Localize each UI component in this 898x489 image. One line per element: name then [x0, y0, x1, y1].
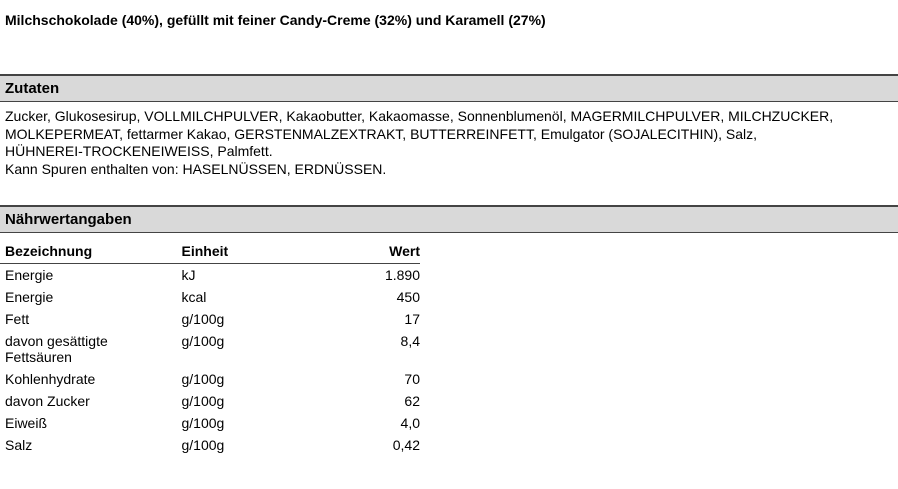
nutrient-value: 4,0 — [400, 415, 420, 431]
nutrient-unit: kcal — [181, 289, 207, 305]
table-row — [0, 330, 420, 368]
nutrition-heading: Nährwertangaben — [0, 205, 898, 233]
nutrient-unit: g/100g — [181, 371, 225, 387]
nutrient-name: Salz — [5, 437, 33, 453]
table-row — [0, 390, 420, 412]
ingredients-text — [5, 108, 897, 178]
nutrient-value: 8,4 — [400, 333, 420, 349]
nutrient-name: Fett — [5, 311, 30, 327]
nutrient-unit: g/100g — [181, 333, 225, 349]
nutrient-value: 17 — [404, 311, 420, 327]
table-row — [0, 368, 420, 390]
nutrient-value: 62 — [404, 393, 420, 409]
nutrition-header-row — [0, 240, 420, 264]
ingredients-heading: Zutaten — [0, 74, 898, 102]
nutrient-name: davon Zucker — [5, 393, 90, 409]
table-row — [0, 412, 420, 434]
nutrient-name: Kohlenhydrate — [5, 371, 96, 387]
nutrient-value: 70 — [404, 371, 420, 387]
table-row — [0, 434, 420, 456]
product-title: Milchschokolade (40%), gefüllt mit feiner Candy-Creme (32%) und Karamell (27%) — [5, 12, 546, 28]
nutrition-table — [0, 240, 420, 456]
ingredients-line: HÜHNEREI-TROCKENEIWEISS, Palmfett. — [5, 143, 273, 159]
nutrient-unit: g/100g — [181, 437, 225, 453]
nutrient-name: Energie — [5, 267, 54, 283]
ingredients-line: Zucker, Glukosesirup, VOLLMILCHPULVER, Kakaobutter, Kakaomasse, Sonnenblumenöl, MAGERMILCHPULVER, MILCHZUCKER, — [5, 108, 834, 124]
column-header-unit: Einheit — [177, 240, 318, 264]
nutrient-value: 0,42 — [392, 437, 420, 453]
nutrient-name: Energie — [5, 289, 54, 305]
table-row — [0, 286, 420, 308]
nutrient-value: 1.890 — [384, 267, 420, 283]
nutrient-name: davon gesättigte Fettsäuren — [5, 333, 108, 365]
ingredients-line: MOLKEPERMEAT, fettarmer Kakao, GERSTENMALZEXTRAKT, BUTTERREINFETT, Emulgator (SOJALECITHIN), Salz, — [5, 125, 758, 142]
allergen-trace-note: Kann Spuren enthalten von: HASELNÜSSEN, ERDNÜSSEN. — [5, 160, 387, 177]
nutrient-unit: kJ — [181, 267, 196, 283]
nutrient-name: Eiweiß — [5, 415, 48, 431]
table-row — [0, 264, 420, 287]
nutrient-unit: g/100g — [181, 311, 225, 327]
nutrient-value: 450 — [396, 289, 420, 305]
nutrient-unit: g/100g — [181, 415, 225, 431]
table-row — [0, 308, 420, 330]
column-header-value: Wert — [318, 240, 420, 264]
nutrient-unit: g/100g — [181, 393, 225, 409]
column-header-name: Bezeichnung — [0, 240, 177, 264]
